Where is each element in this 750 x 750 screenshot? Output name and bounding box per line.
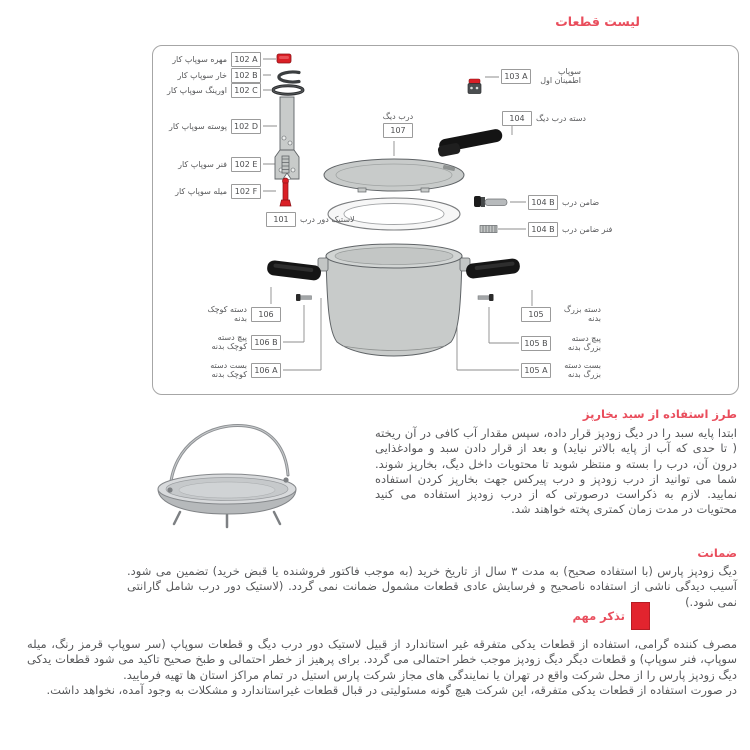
steamer-basket-image [146,417,308,535]
part-name: اورینگ سوپاپ کار [167,85,227,95]
steamer-section-title: طرز استفاده از سبد بخارپز [582,407,737,421]
notice-paragraph-1: مصرف کننده گرامی، استفاده از قطعات یدکی متفرقه غیر استاندارد از قبیل لاستیک دور درب دیگ و قطعات سوپاپ (سر سوپاپ قرمز رنگ، میله سوپاپ، فنر سوپاپ) و قطعات دیگر دیگ زودپز موجب خطر احتمالی می گردد. برای پرهیز از خطر احتمالی و طبخ صحیح تاکید می شود قطعات یدکی دیگ زودپز پارس را از محل شرکت واقع در تهران یا نمایندگی های مجاز شرکت پارس استیل در تمام مراکز استان ها تهیه فرمایید. [27,637,737,682]
warranty-section-title: ضمانت [697,546,737,560]
part-number-box: 102 A [231,52,261,67]
red-square-bullet-icon [631,602,650,630]
part-label-104b-spring [528,222,612,237]
valve-clip-part [279,72,299,82]
part-number-box: 106 B [251,335,281,350]
part-number-box: 102 E [231,157,261,172]
part-number-box: 105 [521,307,551,322]
part-name: لاستیک دور درب [300,214,355,224]
part-number-box: 103 A [501,69,531,84]
parts-diagram-panel [152,45,739,395]
part-name: پوسته سوپاپ کار [169,121,227,131]
part-name: بست دسته کوچک بدنه [210,361,247,380]
part-label-101 [266,212,355,227]
notice-section-header [572,602,650,630]
part-name: خار سوپاپ کار [177,70,227,80]
part-label-106a [165,361,281,380]
part-number-box: 106 A [251,363,281,378]
part-name: بست دسته بزرگ بدنه [564,361,601,380]
part-label-102a [153,52,261,67]
notice-section-title: تذکر مهم [572,609,625,623]
part-name: دسته بزرگ بدنه [563,305,601,324]
valve-nut-part [277,54,291,63]
basket-rivet-right [283,477,288,482]
part-label-105 [521,305,601,324]
small-handle-screw-part [296,294,312,301]
warranty-paragraph: دیگ زودپز پارس (با استفاده صحیح) به مدت ۳ سال از تاریخ خرید (به موجب فاکتور فروشنده یا قبض خرید) تضمین می شود. آسیب دیدگی ناشی از استفاده ناصحیح و فرسایش عادی قطعات مشمول ضمانت نمی گردد. (لاستیک دور درب شامل گارانتی نمی شود.) [127,564,737,609]
part-label-102d [153,119,261,134]
large-handle-screw-part [478,294,494,301]
pot-body-part [318,244,470,356]
lid-handle-part [436,128,504,157]
safety-valve-part [468,79,481,94]
part-label-104b-latch [528,195,599,210]
part-label-102e [153,157,261,172]
valve-rod-part [280,178,291,206]
part-name: پیچ دسته بزرگ بدنه [567,334,601,353]
part-number-box: 102 D [231,119,261,134]
part-name: فنر سوپاپ کار [178,159,227,169]
part-name: دسته کوچک بدنه [207,305,247,324]
small-body-handle-part [266,260,321,281]
part-label-102c [153,83,261,98]
part-name: مهره سوپاپ کار [172,54,227,64]
part-label-102b [153,68,261,83]
part-number-box: 105 A [521,363,551,378]
part-name: درب دیگ [382,112,414,121]
steamer-paragraph: ابتدا پایه سبد را در دیگ زودپز قرار داده، سپس مقدار آب کافی در آن ریخته ( تا حدی که آب از پایه بالاتر نیاید) و بعد از قرار دادن سبد و موادغذایی درون آن، درب را بسته و منتظر شوید تا محتویات داخل دیگ، بخارپز شوند. شما می توانید از درب زودپز و درب پیرکس جهت بخارپز کردن استفاده نمایید. لازم به ذکراست درصورتی که از درب زودپز استفاده می کنید محتویات در مدت زمان کمتری پخته خواهند شد. [375,426,737,517]
large-body-handle-part [465,258,520,279]
part-name: سوپاپ اطمینان اول [540,67,581,86]
part-name: دسته درب دیگ [536,113,586,123]
part-name: پیچ دسته کوچک بدنه [211,333,247,352]
part-name: فنر ضامن درب [562,224,613,234]
notice-paragraph-2: در صورت استفاده از قطعات یدکی متفرقه، این شرکت هیچ گونه مسئولیتی در قبال قطعات غیراستاندارد و مشکلات به وجود آمده، نخواهد داشت. [46,682,737,697]
latch-spring-part [480,226,497,233]
part-label-103a [501,67,581,86]
part-number-box: 102 C [231,83,261,98]
part-label-105b [521,334,601,353]
part-name: میله سوپاپ کار [175,186,227,196]
part-name: ضامن درب [562,197,600,207]
part-number-box: 101 [266,212,296,227]
part-label-106 [165,305,281,324]
notice-paragraphs [27,637,737,698]
part-label-107 [375,112,421,138]
part-label-104 [502,111,586,126]
page-title: لیست قطعات [555,14,640,29]
part-number-box: 104 [502,111,532,126]
basket-rivet-left [167,487,172,492]
part-label-106b [165,333,281,352]
lid-part [324,159,464,192]
valve-spring-part [282,156,289,173]
part-number-box: 104 B [528,222,558,237]
steamer-basket-art [146,417,308,531]
part-label-102f [153,184,261,199]
part-number-box: 102 B [231,68,261,83]
part-number-box: 107 [383,123,413,138]
door-latch-part [474,196,507,207]
part-number-box: 106 [251,307,281,322]
part-number-box: 105 B [521,336,551,351]
valve-oring-part [273,86,303,94]
part-number-box: 104 B [528,195,558,210]
part-label-105a [521,361,601,380]
part-number-box: 102 F [231,184,261,199]
